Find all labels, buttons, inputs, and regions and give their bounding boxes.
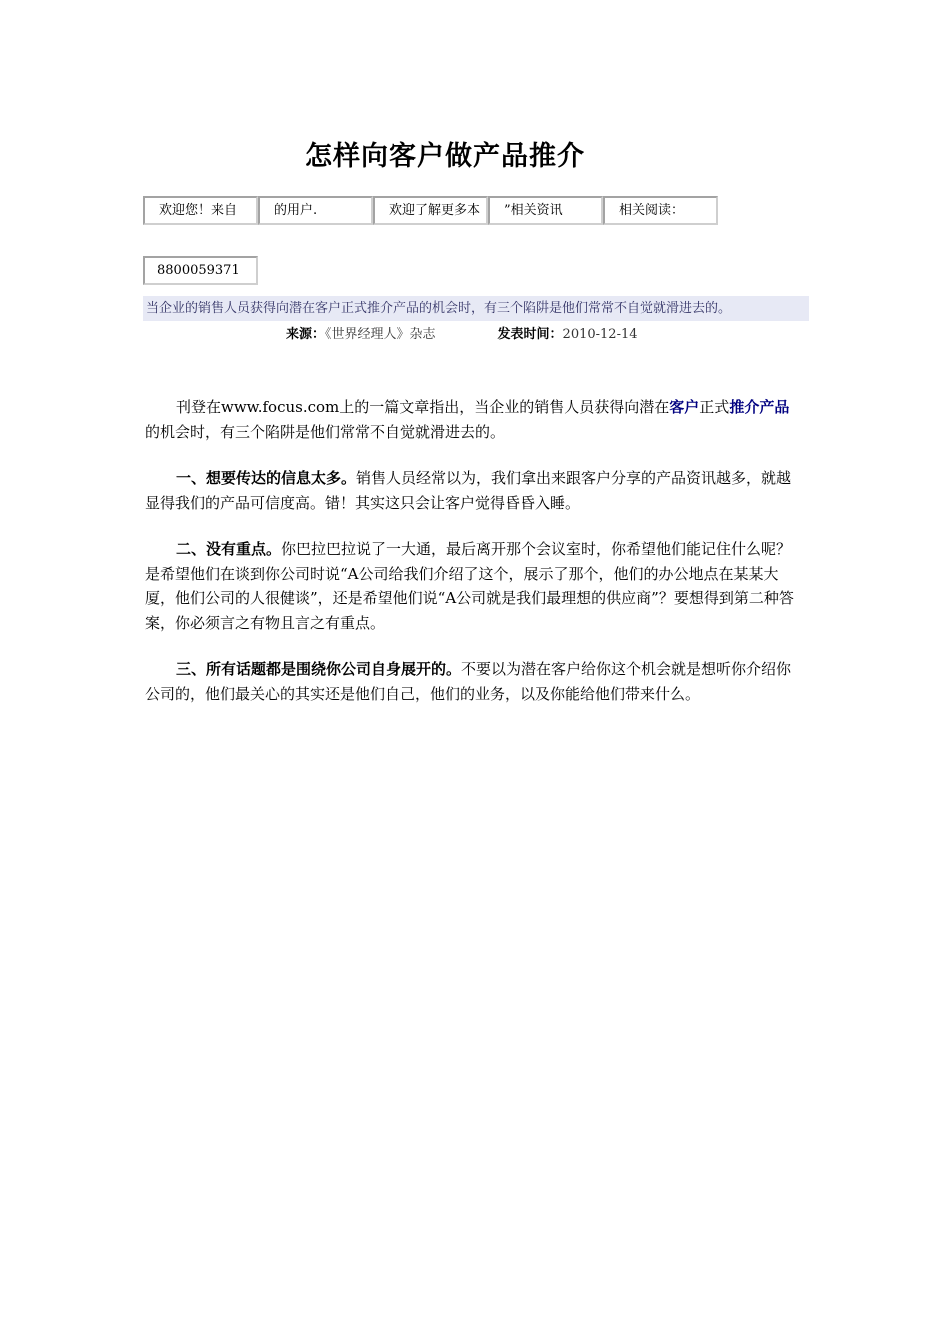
point-text-2: 你巴拉巴拉说了一大通，最后离开那个会议室时，你希望他们能记住什么呢？是希望他们在谈到你公司时说“A公司给我们介绍了这个，展示了那个，他们的办公地点在某某大厦，他们公司的人很健谈”，还是希望他们说“A公司就是我们最理想的供应商”？要想得到第二种答案，你必须言之有物且言之有重点。 [145,540,794,632]
point-text-3: 不要以为潜在客户给你这个机会就是想听你介绍你公司的，他们最关心的其实还是他们自己，他们的业务，以及你能给他们带来什么。 [145,660,792,703]
point-heading-3: 三、所有话题都是围绕你公司自身展开的。 [176,660,462,678]
article-meta [286,325,638,345]
point-paragraph-2 [145,537,800,635]
keyword-link-customer[interactable]: 客户 [669,398,700,416]
point-text-1: 销售人员经常以为，我们拿出来跟客户分享的产品资讯越多，就越显得我们的产品可信度高。错！其实这只会让客户觉得昏昏入睡。 [145,469,792,512]
point-heading-1: 一、想要传达的信息太多。 [176,469,357,487]
info-cell-related-news: ”相关资讯 [488,196,603,225]
point-heading-2: 二、没有重点。 [176,540,282,558]
info-cell-learn-more: 欢迎了解更多本 [373,196,488,225]
keyword-link-product-pitch[interactable]: 推介产品 [729,398,790,416]
point-paragraph-3 [145,657,800,706]
info-cell-user: 的用户. [258,196,373,225]
date-value: 2010-12-14 [562,327,638,342]
info-bar [143,196,718,225]
intro-text-3: 的机会时，有三个陷阱是他们常常不自觉就滑进去的。 [145,422,506,441]
intro-paragraph [145,395,800,444]
article-summary: 当企业的销售人员获得向潜在客户正式推介产品的机会时，有三个陷阱是他们常常不自觉就滑进去的。 [143,296,809,321]
source-value: 《世界经理人》杂志 [325,327,436,342]
source-label: 来源： [286,327,326,342]
intro-text-2: 正式 [699,398,730,416]
point-paragraph-1 [145,466,800,515]
id-number-box: 8800059371 [143,256,258,285]
intro-text-1: 刊登在www.focus.com上的一篇文章指出，当企业的销售人员获得向潜在 [176,398,670,416]
page-title: 怎样向客户做产品推介 [305,141,585,172]
article-body [145,395,800,728]
date-label: 发表时间： [497,327,563,342]
info-cell-welcome: 欢迎您！来自 [143,196,258,225]
info-cell-related-reading: 相关阅读： [603,196,718,225]
